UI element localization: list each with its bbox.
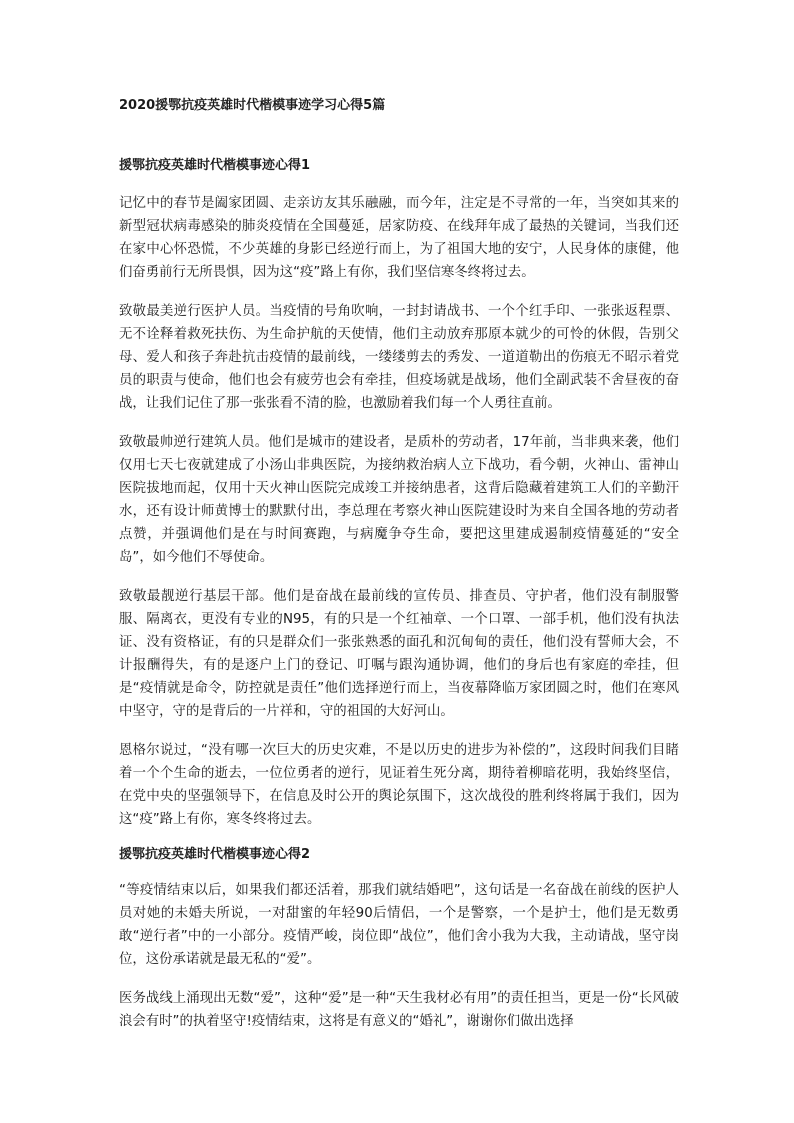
paragraph: 致敬最美逆行医护人员。当疫情的号角吹响，一封封请战书、一个个红手印、一张张返程票、无不诠释着救死扶伤、为生命护航的天使情，他们主动放弃那原本就少的可怜的休假，告别父母、爱人和孩子奔赴抗击疫情的最前线，一缕缕剪去的秀发、一道道勒出的伤痕无不昭示着党员的职责与使命，他们也会有疲劳也会有牵挂，但疫场就是战场，他们全副武装不舍昼夜的奋战，让我们记住了那一张张看不清的脸，也激励着我们每一个人勇往直前。 [119,304,679,411]
paragraph: 记忆中的春节是阖家团圆、走亲访友其乐融融，而今年，注定是不寻常的一年，当突如其来的新型冠状病毒感染的肺炎疫情在全国蔓延，居家防疫、在线拜年成了最热的关键词，当我们还在家中心怀恐慌，不少英雄的身影已经逆行而上，为了祖国大地的安宁，人民身体的康健，他们奋勇前行无所畏惧，因为这“疫”路上有你，我们坚信寒冬终将过去。 [119,196,679,280]
section-heading: 援鄂抗疫英雄时代楷模事迹心得2 [119,847,311,862]
paragraph: 致敬最帅逆行建筑人员。他们是城市的建设者，是质朴的劳动者，17年前，当非典来袭，他们仅用七天七夜就建成了小汤山非典医院，为接纳救治病人立下战功，看今朝，火神山、雷神山医院拔地而起，仅用十天火神山医院完成竣工并接纳患者，这背后隐藏着建筑工人们的辛勤汗水，还有设计师黄博士的默默付出，李总理在考察火神山医院建设时为来自全国各地的劳动者点赞，并强调他们是在与时间赛跑，与病魔争夺生命，要把这里建成遏制疫情蔓延的“安全岛”，如今他们不辱使命。 [119,435,679,565]
document-title: 2020援鄂抗疫英雄时代楷模事迹学习心得5篇 [119,98,386,113]
section-heading: 援鄂抗疫英雄时代楷模事迹心得1 [119,158,311,173]
document-page [119,96,679,1033]
paragraph: 医务战线上涌现出无数“爱”，这种“爱”是一种“天生我材必有用”的责任担当，更是一份“长风破浪会有时”的执着坚守!疫情结束，这将是有意义的“婚礼”，谢谢你们做出选择 [119,991,679,1029]
paragraph: 恩格尔说过，“没有哪一次巨大的历史灾难，不是以历史的进步为补偿的”，这段时间我们目睹着一个个生命的逝去，一位位勇者的逆行，见证着生死分离，期待着柳暗花明，我始终坚信，在党中央的坚强领导下，在信息及时公开的舆论氛围下，这次战役的胜利终将属于我们，因为这“疫”路上有你，寒冬终将过去。 [119,743,679,827]
paragraph: “等疫情结束以后，如果我们都还活着，那我们就结婚吧”，这句话是一名奋战在前线的医护人员对她的未婚夫所说，一对甜蜜的年轻90后情侣，一个是警察，一个是护士，他们是无数勇敢“逆行者”中的一小部分。疫情严峻，岗位即“战位”，他们舍小我为大我，主动请战，坚守岗位，这份承诺就是最无私的“爱”。 [119,883,679,967]
paragraph: 致敬最靓逆行基层干部。他们是奋战在最前线的宣传员、排查员、守护者，他们没有制服警服、隔离衣，更没有专业的N95，有的只是一个红袖章、一个口罩、一部手机，他们没有执法证、没有资格证，有的只是群众们一张张熟悉的面孔和沉甸甸的责任，他们没有誓师大会，不计报酬得失，有的是逐户上门的登记、叮嘱与跟沟通协调，他们的身后也有家庭的牵挂，但是“疫情就是命令，防控就是责任”他们选择逆行而上，当夜幕降临万家团圆之时，他们在寒风中坚守，守的是背后的一片祥和，守的祖国的大好河山。 [119,589,679,719]
